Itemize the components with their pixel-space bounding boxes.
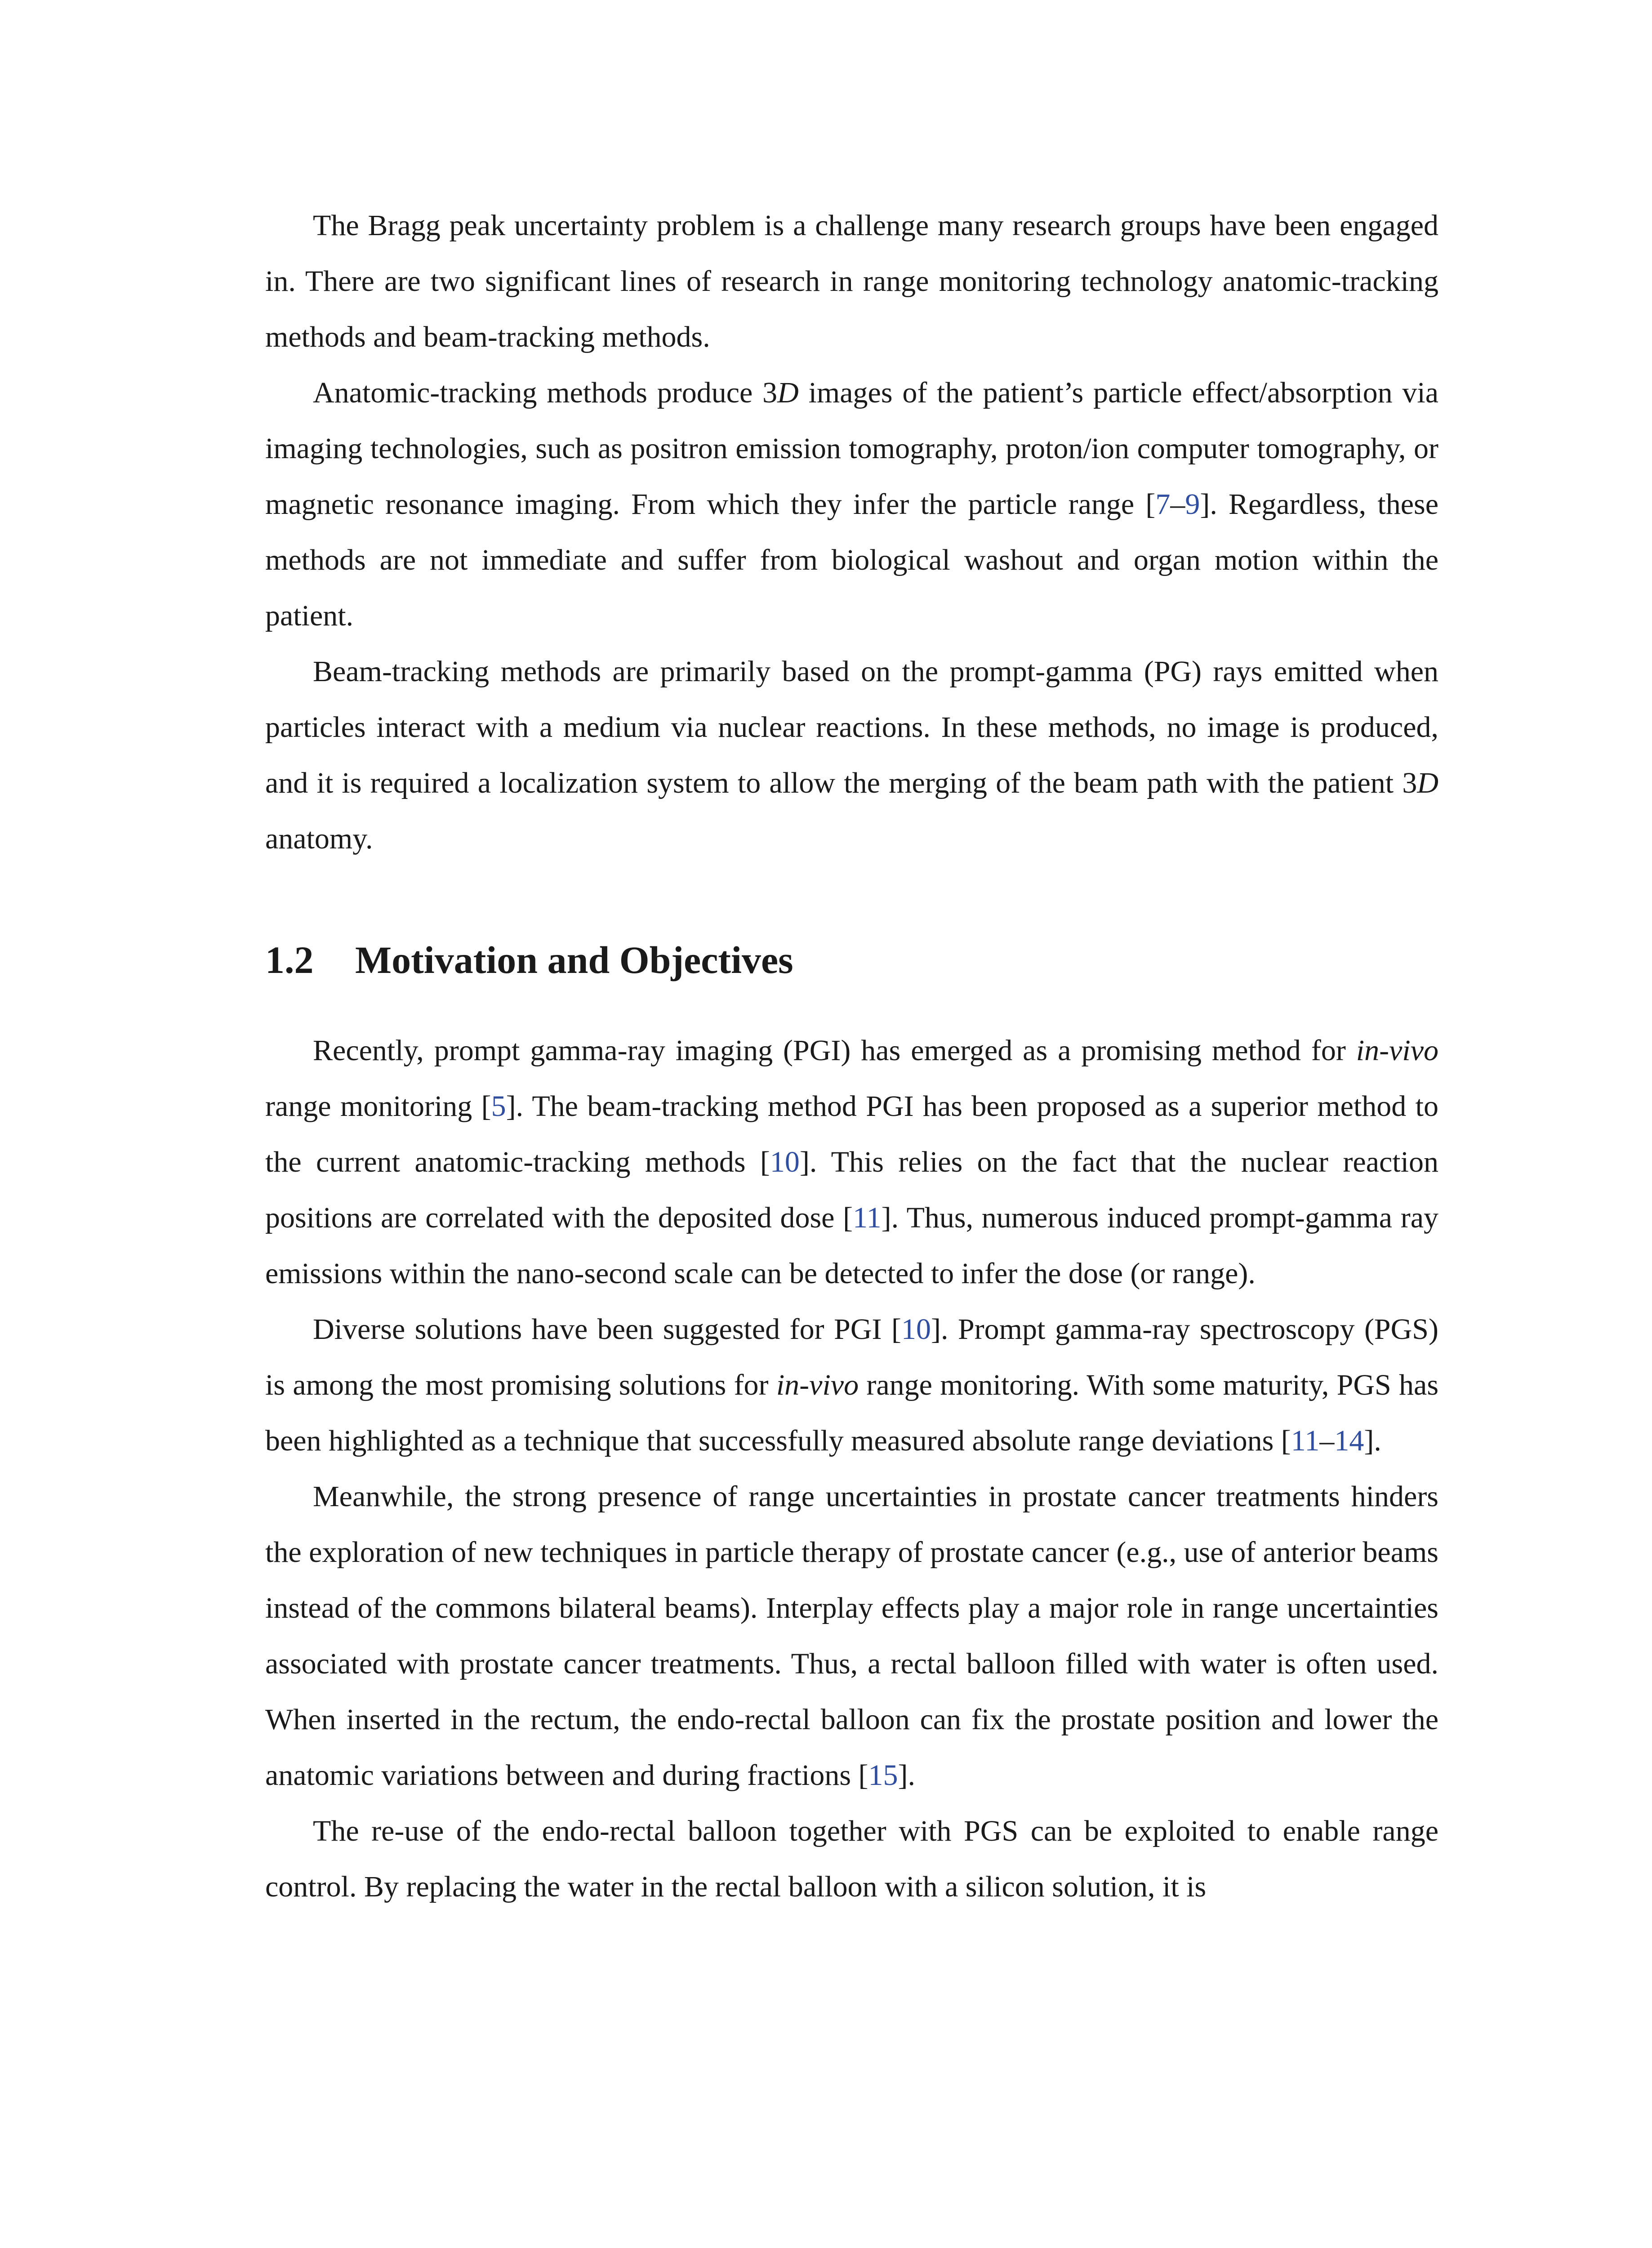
section-title: Motivation and Objectives (355, 938, 793, 981)
section-number: 1.2 (265, 938, 314, 981)
citation-link[interactable]: 11 (853, 1201, 882, 1234)
paragraph-balloon-reuse: The re-use of the endo-rectal balloon together with PGS can be exploited to enable range control. By replacing the water in the rectal balloon with a silicon solution, it is (265, 1815, 1438, 1903)
citation-link[interactable]: 9 (1185, 488, 1200, 521)
paragraph-pgs: Diverse solutions have been suggested for PGI [10]. Prompt gamma-ray spectroscopy (PGS) is among the most promising solutions for in-vivo range monitoring. With some maturity, PGS has been highlighted as a technique that successfully measured absolute range deviations [11–14]. (265, 1313, 1439, 1457)
paragraph-prostate: Meanwhile, the strong presence of range uncertainties in prostate cancer treatments hinders the exploration of new techniques in particle therapy of prostate cancer (e.g., use of anterior beams instead of the commons bilateral beams). Interplay effects play a major role in range uncertainties associated with prostate cancer treatments. Thus, a rectal balloon filled with water is often used. When inserted in the rectum, the endo-rectal balloon can fix the prostate position and lower the anatomic variations between and during fractions [15]. (265, 1480, 1438, 1792)
paragraph-bragg-peak: The Bragg peak uncertainty problem is a challenge many research groups have been engaged in. There are two significant lines of research in range monitoring technology anatomic-tracking methods and beam-tracking methods. (265, 209, 1438, 353)
citation-link[interactable]: 10 (901, 1313, 931, 1346)
motivation-text-block (265, 1023, 1438, 1915)
citation-link[interactable]: 5 (491, 1090, 506, 1123)
paragraph-beam-tracking: Beam-tracking methods are primarily based on the prompt-gamma (PG) rays emitted when particles interact with a medium via nuclear reactions. In these methods, no image is produced, and it is required a localization system to allow the merging of the beam path with the patient 3D anatomy. (265, 655, 1438, 855)
citation-link[interactable]: 7 (1155, 488, 1171, 521)
citation-link[interactable]: 14 (1334, 1424, 1364, 1457)
paragraph-anatomic-tracking: Anatomic-tracking methods produce 3D images of the patient’s particle effect/absorption via imaging technologies, such as positron emission tomography, proton/ion computer tomography, or magnetic resonance imaging. From which they infer the particle range [7–9]. Regardless, these methods are not immediate and suffer from biological washout and organ motion within the patient. (265, 376, 1438, 632)
intro-text-block (265, 198, 1438, 867)
citation-link[interactable]: 11 (1291, 1424, 1320, 1457)
section-heading (265, 935, 793, 985)
citation-link[interactable]: 10 (770, 1146, 800, 1178)
paragraph-pgi: Recently, prompt gamma-ray imaging (PGI) has emerged as a promising method for in-vivo range monitoring [5]. The beam-tracking method PGI has been proposed as a superior method to the current anatomic-tracking methods [10]. This relies on the fact that the nuclear reaction positions are correlated with the deposited dose [11]. Thus, numerous induced prompt-gamma ray emissions within the nano-second scale can be detected to infer the dose (or range). (265, 1034, 1439, 1290)
citation-link[interactable]: 15 (868, 1759, 898, 1792)
